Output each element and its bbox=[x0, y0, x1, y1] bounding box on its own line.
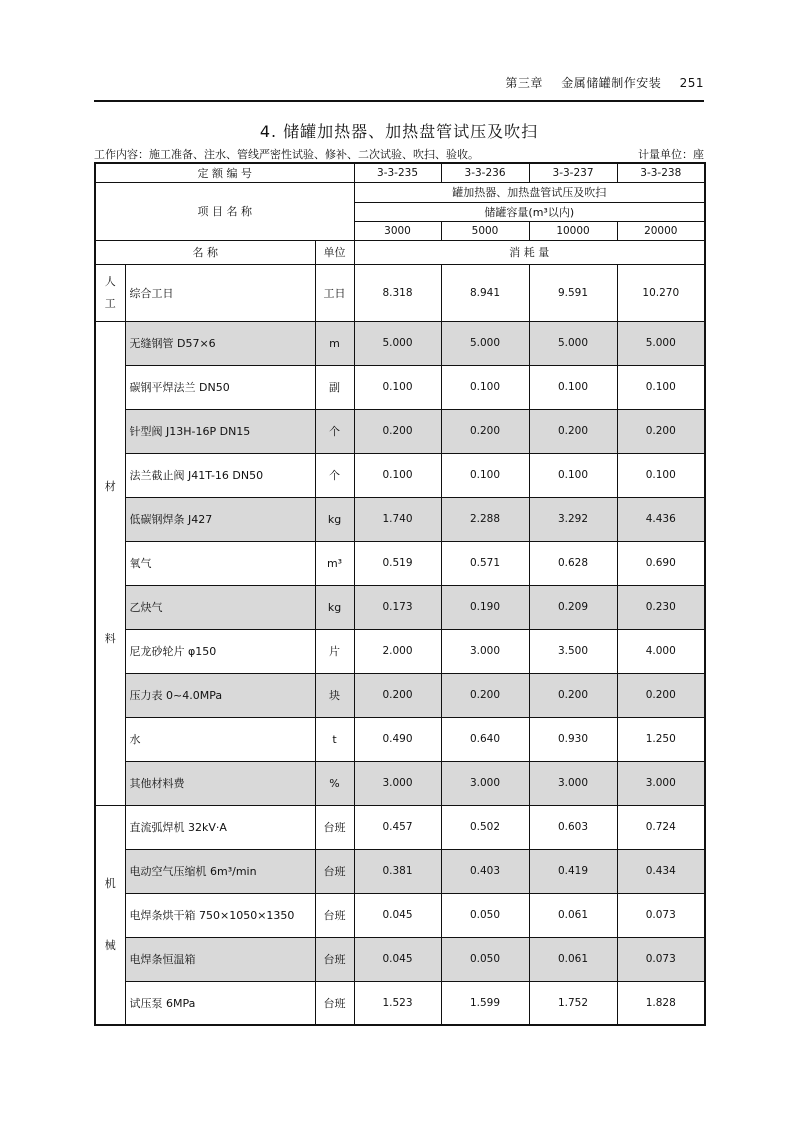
machinery-name: 直流弧焊机 32kV·A bbox=[125, 805, 315, 849]
machinery-name: 电焊条烘干箱 750×1050×1350 bbox=[125, 893, 315, 937]
machinery-unit: 台班 bbox=[315, 849, 354, 893]
material-value: 0.571 bbox=[441, 541, 529, 585]
project-title: 罐加热器、加热盘管试压及吹扫 bbox=[354, 182, 705, 202]
material-value: 0.230 bbox=[617, 585, 705, 629]
machinery-value: 0.603 bbox=[529, 805, 617, 849]
machinery-value: 0.724 bbox=[617, 805, 705, 849]
machinery-value: 0.045 bbox=[354, 937, 441, 981]
material-name: 无缝钢管 D57×6 bbox=[125, 321, 315, 365]
material-value: 0.100 bbox=[617, 453, 705, 497]
material-name: 尼龙砂轮片 φ150 bbox=[125, 629, 315, 673]
material-name: 其他材料费 bbox=[125, 761, 315, 805]
material-value: 0.173 bbox=[354, 585, 441, 629]
material-value: 3.000 bbox=[529, 761, 617, 805]
machinery-value: 1.523 bbox=[354, 981, 441, 1025]
machinery-value: 0.050 bbox=[441, 893, 529, 937]
material-unit: 片 bbox=[315, 629, 354, 673]
material-value: 0.200 bbox=[617, 409, 705, 453]
material-name: 低碳钢焊条 J427 bbox=[125, 497, 315, 541]
machinery-row bbox=[95, 893, 705, 937]
group-label-char: 机 bbox=[104, 876, 116, 890]
material-value: 5.000 bbox=[354, 321, 441, 365]
material-unit: 块 bbox=[315, 673, 354, 717]
section-title: 4. 储罐加热器、加热盘管试压及吹扫 bbox=[259, 122, 539, 141]
material-value: 0.100 bbox=[529, 365, 617, 409]
quota-code-row bbox=[95, 163, 705, 182]
machinery-row bbox=[95, 849, 705, 893]
machinery-value: 1.599 bbox=[441, 981, 529, 1025]
material-value: 0.640 bbox=[441, 717, 529, 761]
material-value: 0.190 bbox=[441, 585, 529, 629]
material-row bbox=[95, 497, 705, 541]
material-name: 针型阀 J13H-16P DN15 bbox=[125, 409, 315, 453]
group-label-char: 械 bbox=[104, 938, 116, 952]
material-value: 0.200 bbox=[529, 409, 617, 453]
quota-code: 3-3-238 bbox=[617, 163, 705, 182]
material-value: 0.690 bbox=[617, 541, 705, 585]
capacity-label: 储罐容量(m³以内) bbox=[354, 202, 705, 221]
material-value: 3.000 bbox=[441, 761, 529, 805]
labor-group-label bbox=[95, 264, 125, 321]
quota-code: 3-3-235 bbox=[354, 163, 441, 182]
labor-row bbox=[95, 264, 705, 321]
group-label-char: 料 bbox=[104, 632, 116, 645]
labor-value: 10.270 bbox=[617, 264, 705, 321]
material-value: 4.000 bbox=[617, 629, 705, 673]
labor-name: 综合工日 bbox=[125, 264, 315, 321]
material-unit: m³ bbox=[315, 541, 354, 585]
material-unit: 个 bbox=[315, 453, 354, 497]
quota-table bbox=[94, 162, 706, 1026]
machinery-value: 0.045 bbox=[354, 893, 441, 937]
material-value: 0.100 bbox=[529, 453, 617, 497]
material-row bbox=[95, 541, 705, 585]
machinery-value: 0.381 bbox=[354, 849, 441, 893]
material-row bbox=[95, 585, 705, 629]
machinery-value: 0.061 bbox=[529, 937, 617, 981]
material-unit: % bbox=[315, 761, 354, 805]
material-value: 0.200 bbox=[354, 409, 441, 453]
labor-value: 9.591 bbox=[529, 264, 617, 321]
machinery-row bbox=[95, 805, 705, 849]
chapter-label: 第三章 bbox=[505, 76, 543, 90]
group-label-char: 材 bbox=[104, 480, 116, 493]
capacity-value: 20000 bbox=[617, 221, 705, 240]
group-label-char: 工 bbox=[104, 296, 116, 310]
material-value: 0.100 bbox=[441, 365, 529, 409]
material-unit: 个 bbox=[315, 409, 354, 453]
quota-code: 3-3-237 bbox=[529, 163, 617, 182]
name-column-header: 名 称 bbox=[95, 240, 315, 264]
running-head bbox=[94, 74, 704, 102]
material-row bbox=[95, 365, 705, 409]
machinery-value: 0.419 bbox=[529, 849, 617, 893]
material-value: 2.000 bbox=[354, 629, 441, 673]
machinery-unit: 台班 bbox=[315, 937, 354, 981]
material-value: 0.628 bbox=[529, 541, 617, 585]
material-name: 氧气 bbox=[125, 541, 315, 585]
machinery-value: 1.752 bbox=[529, 981, 617, 1025]
material-row bbox=[95, 321, 705, 365]
material-value: 0.200 bbox=[441, 409, 529, 453]
material-group-label bbox=[95, 321, 125, 805]
material-row bbox=[95, 761, 705, 805]
capacity-value: 10000 bbox=[529, 221, 617, 240]
project-title-row bbox=[95, 182, 705, 202]
material-row bbox=[95, 673, 705, 717]
material-value: 0.200 bbox=[617, 673, 705, 717]
labor-value: 8.941 bbox=[441, 264, 529, 321]
column-header-row bbox=[95, 240, 705, 264]
machinery-value: 0.073 bbox=[617, 937, 705, 981]
unit-note: 计量单位：座 bbox=[638, 148, 704, 161]
machinery-row bbox=[95, 937, 705, 981]
material-value: 4.436 bbox=[617, 497, 705, 541]
machinery-unit: 台班 bbox=[315, 893, 354, 937]
machinery-unit: 台班 bbox=[315, 981, 354, 1025]
material-value: 0.200 bbox=[529, 673, 617, 717]
machinery-name: 电动空气压缩机 6m³/min bbox=[125, 849, 315, 893]
chapter-title: 金属储罐制作安装 bbox=[561, 76, 662, 90]
machinery-name: 试压泵 6MPa bbox=[125, 981, 315, 1025]
material-value: 0.490 bbox=[354, 717, 441, 761]
capacity-value: 3000 bbox=[354, 221, 441, 240]
material-name: 水 bbox=[125, 717, 315, 761]
material-row bbox=[95, 409, 705, 453]
material-value: 0.200 bbox=[441, 673, 529, 717]
material-value: 0.100 bbox=[354, 453, 441, 497]
material-value: 5.000 bbox=[529, 321, 617, 365]
material-unit: 副 bbox=[315, 365, 354, 409]
material-value: 0.930 bbox=[529, 717, 617, 761]
material-value: 0.100 bbox=[354, 365, 441, 409]
material-row bbox=[95, 717, 705, 761]
material-value: 3.500 bbox=[529, 629, 617, 673]
machinery-value: 0.050 bbox=[441, 937, 529, 981]
page-number: 251 bbox=[679, 76, 704, 90]
material-value: 5.000 bbox=[617, 321, 705, 365]
material-row bbox=[95, 629, 705, 673]
material-value: 0.100 bbox=[617, 365, 705, 409]
machinery-group-label bbox=[95, 805, 125, 1025]
machinery-value: 0.403 bbox=[441, 849, 529, 893]
material-unit: kg bbox=[315, 585, 354, 629]
machinery-name: 电焊条恒温箱 bbox=[125, 937, 315, 981]
machinery-unit: 台班 bbox=[315, 805, 354, 849]
material-name: 乙炔气 bbox=[125, 585, 315, 629]
material-name: 碳钢平焊法兰 DN50 bbox=[125, 365, 315, 409]
material-value: 3.292 bbox=[529, 497, 617, 541]
material-name: 压力表 0~4.0MPa bbox=[125, 673, 315, 717]
material-unit: m bbox=[315, 321, 354, 365]
labor-value: 8.318 bbox=[354, 264, 441, 321]
material-value: 5.000 bbox=[441, 321, 529, 365]
material-value: 1.250 bbox=[617, 717, 705, 761]
quota-code-label: 定 额 编 号 bbox=[95, 163, 354, 182]
machinery-value: 0.502 bbox=[441, 805, 529, 849]
material-name: 法兰截止阀 J41T-16 DN50 bbox=[125, 453, 315, 497]
item-name-label: 项 目 名 称 bbox=[95, 182, 354, 240]
material-value: 0.519 bbox=[354, 541, 441, 585]
work-content-line bbox=[94, 146, 704, 162]
machinery-value: 0.061 bbox=[529, 893, 617, 937]
material-row bbox=[95, 453, 705, 497]
material-value: 2.288 bbox=[441, 497, 529, 541]
material-value: 3.000 bbox=[441, 629, 529, 673]
material-value: 3.000 bbox=[617, 761, 705, 805]
machinery-value: 0.434 bbox=[617, 849, 705, 893]
material-value: 0.200 bbox=[354, 673, 441, 717]
quota-code: 3-3-236 bbox=[441, 163, 529, 182]
group-label-char: 人 bbox=[104, 274, 116, 288]
material-value: 1.740 bbox=[354, 497, 441, 541]
material-value: 0.209 bbox=[529, 585, 617, 629]
material-value: 3.000 bbox=[354, 761, 441, 805]
machinery-value: 0.457 bbox=[354, 805, 441, 849]
machinery-value: 0.073 bbox=[617, 893, 705, 937]
capacity-value: 5000 bbox=[441, 221, 529, 240]
material-unit: t bbox=[315, 717, 354, 761]
unit-column-header: 单位 bbox=[315, 240, 354, 264]
consumption-column-header: 消 耗 量 bbox=[354, 240, 705, 264]
work-content: 工作内容：施工准备、注水、管线严密性试验、修补、二次试验、吹扫、验收。 bbox=[94, 148, 479, 161]
machinery-value: 1.828 bbox=[617, 981, 705, 1025]
material-unit: kg bbox=[315, 497, 354, 541]
labor-unit: 工日 bbox=[315, 264, 354, 321]
machinery-row bbox=[95, 981, 705, 1025]
material-value: 0.100 bbox=[441, 453, 529, 497]
